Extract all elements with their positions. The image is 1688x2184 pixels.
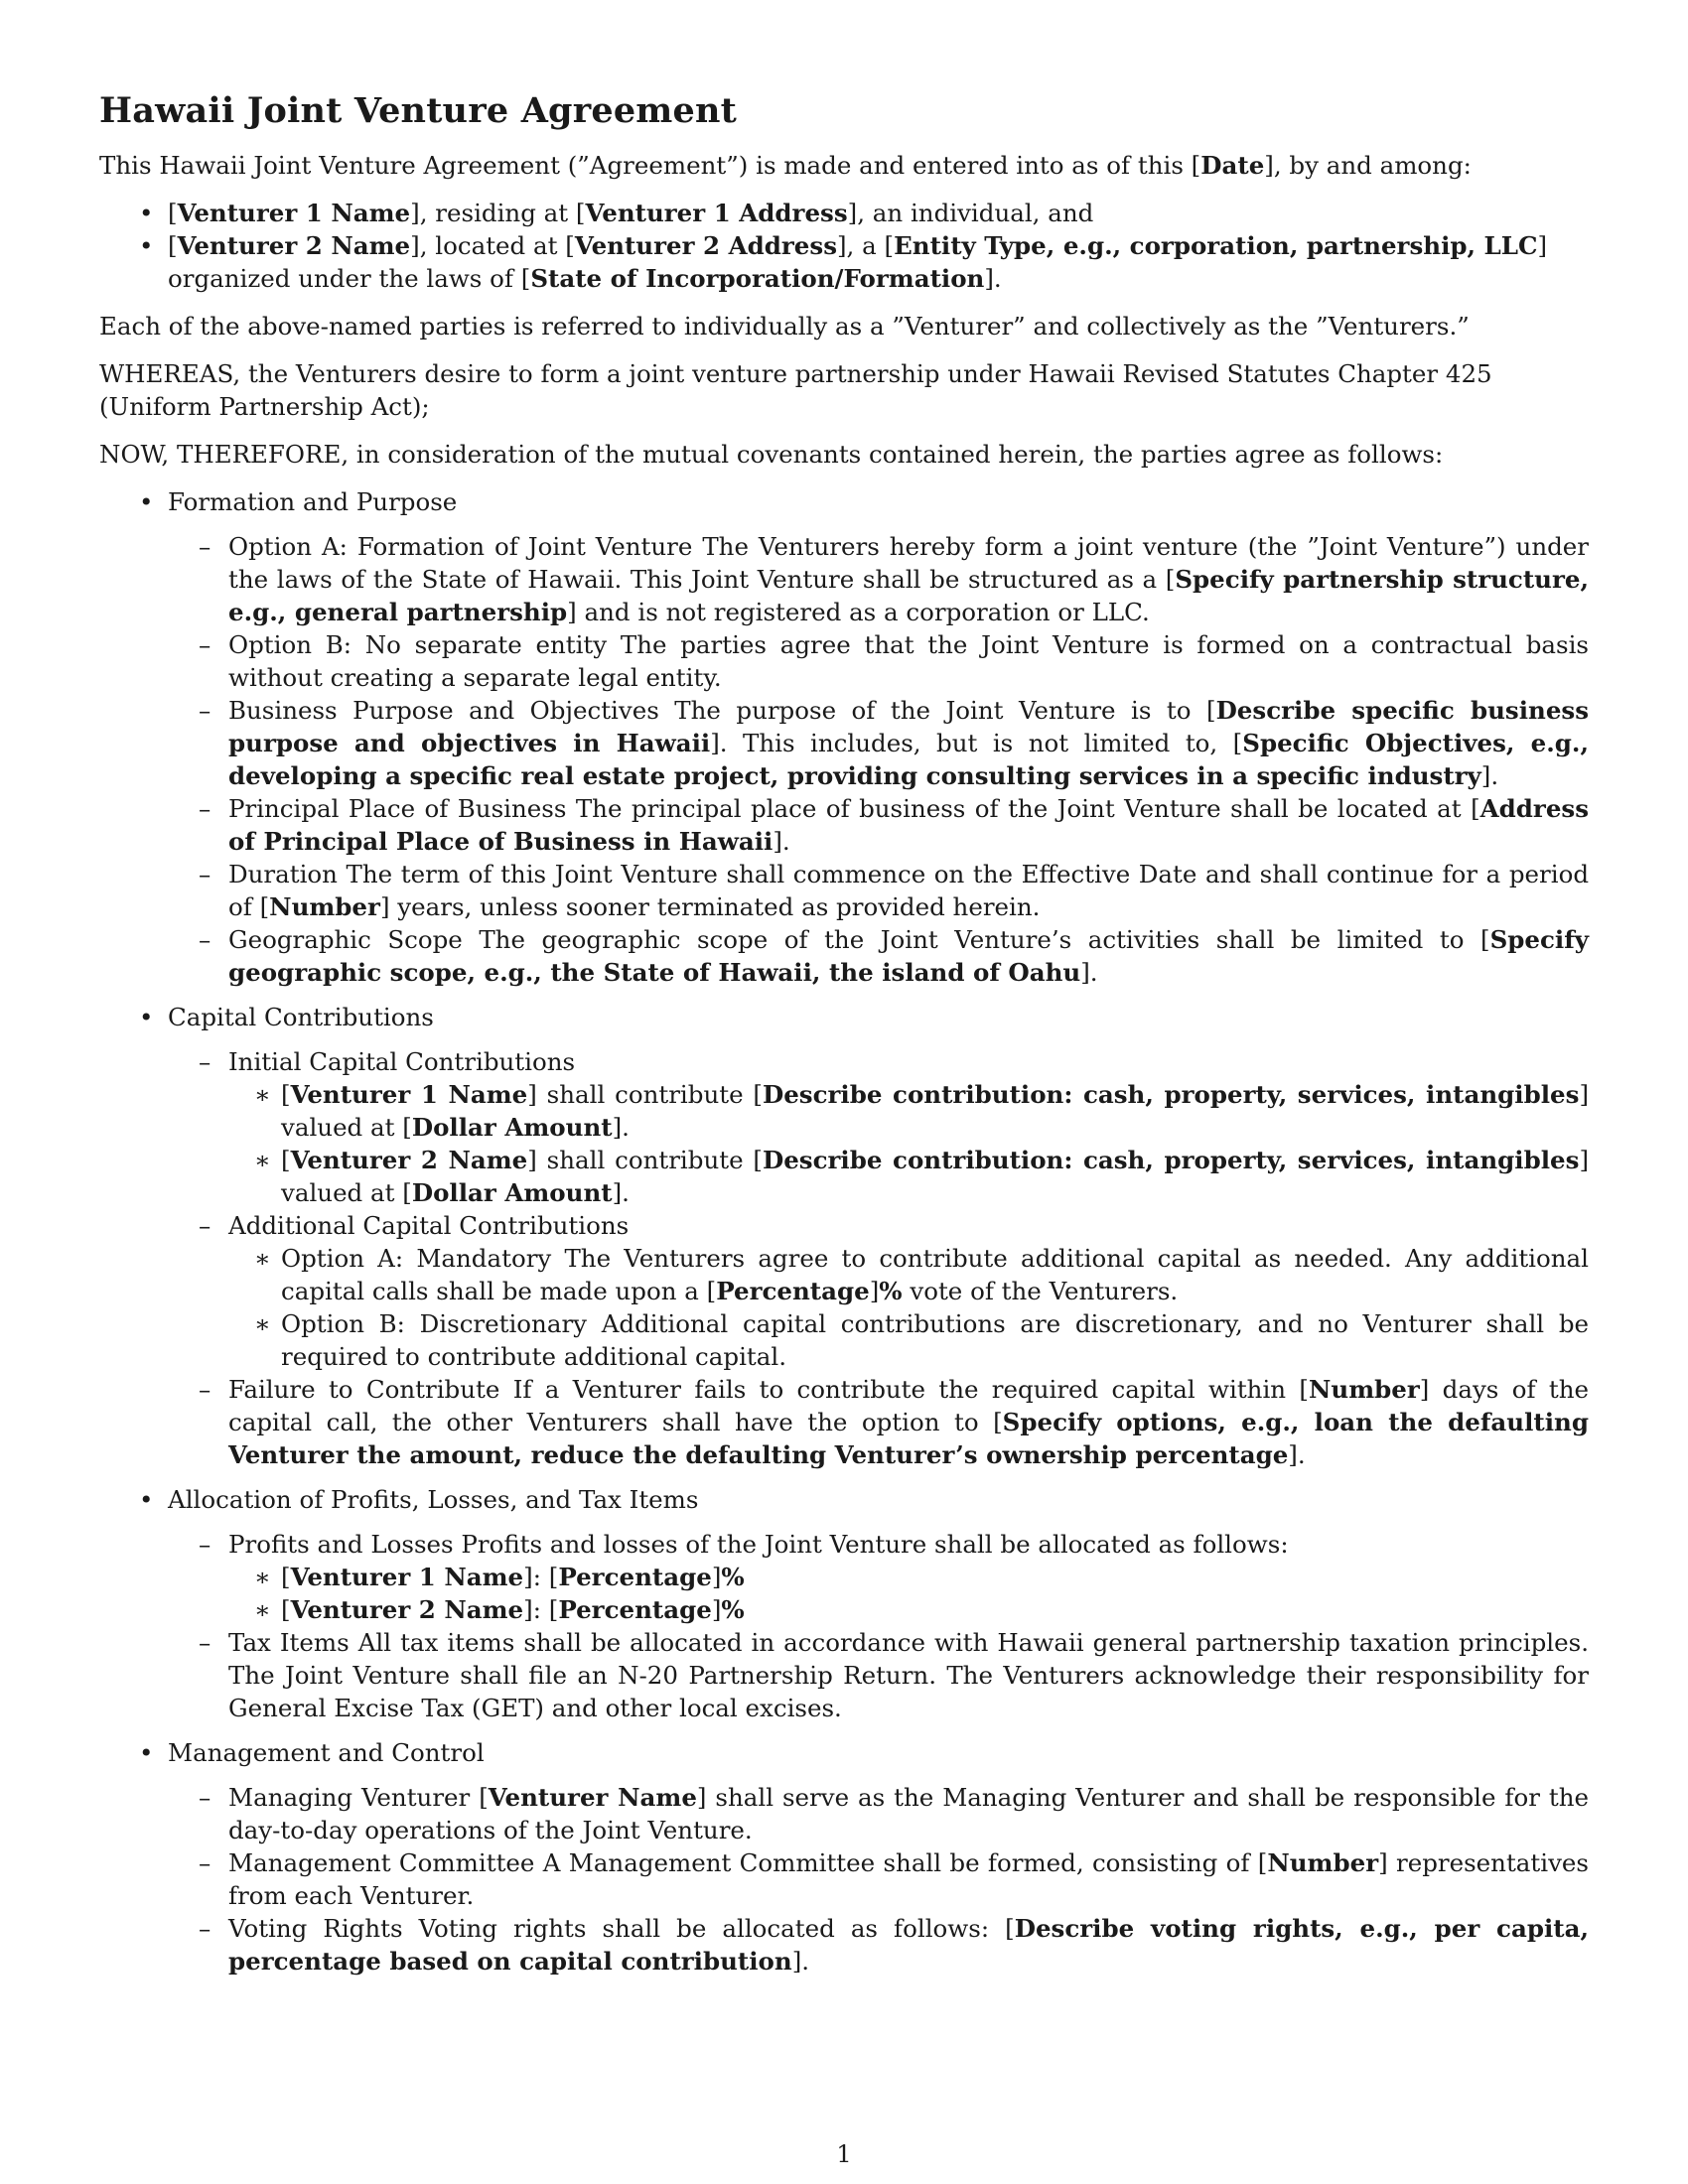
placeholder: Venturer 1 Name — [290, 1080, 528, 1109]
section-heading: Management and Control — [168, 1738, 485, 1767]
clause-text: ] shall serve as the Managing Venturer and shall be responsible for the day-to-day operations of the Joint Venture. — [228, 1783, 1590, 1844]
profit-allocation-items — [228, 1561, 1589, 1626]
placeholder: Venturer 2 Name — [290, 1146, 528, 1174]
clause-failure-to-contribute — [168, 1373, 1589, 1471]
list-item — [228, 1242, 1589, 1307]
clause-text: ]. — [773, 827, 790, 856]
clause-text: ]. — [791, 1947, 810, 1976]
section-management — [99, 1736, 1589, 1978]
clause-text: ]. — [612, 1113, 630, 1142]
placeholder: Number — [1267, 1848, 1379, 1877]
section-formation — [99, 485, 1589, 989]
clause-profits-losses — [168, 1528, 1589, 1626]
placeholder: Number — [1308, 1375, 1420, 1404]
clause-tax-items: – Tax Items All tax items shall be allocated in accordance with Hawaii general partnership taxation principles. The Joint Venture shall file an N-20 Partnership Return. The Venturers acknowledge their responsibility for General Excise Tax (GET) and other local excises. — [168, 1626, 1589, 1724]
list-item — [228, 1144, 1589, 1209]
section-heading: Capital Contributions — [168, 1003, 434, 1031]
bracket: [ — [281, 1080, 291, 1109]
clause-text: Geographic Scope The geographic scope of the Joint Venture’s activities shall be limited to [ — [228, 925, 1490, 954]
venturer-2-address-placeholder: Venturer 2 Address — [574, 231, 837, 260]
placeholder: Dollar Amount — [411, 1113, 613, 1142]
party-item — [99, 197, 1589, 229]
clause-text: Duration The term of this Joint Venture shall commence on the Effective Date and shall continue for a period of [ — [228, 860, 1589, 921]
clause-duration — [168, 858, 1589, 923]
bracket: ] — [711, 1563, 722, 1591]
party-text: ], a [ — [836, 231, 895, 260]
placeholder: Percentage — [558, 1563, 712, 1591]
clause-text: Management Committee A Management Committee shall be formed, consisting of [ — [228, 1848, 1268, 1877]
bracket: [ — [168, 231, 178, 260]
initial-capital-items — [228, 1078, 1589, 1209]
management-clauses — [168, 1781, 1589, 1978]
bracket: [ — [168, 199, 178, 227]
bracket: [ — [281, 1563, 291, 1591]
party-text: ]. — [984, 264, 1002, 293]
placeholder: Address of Principal Place of Business in Hawaii — [228, 794, 1589, 856]
page-number: 1 — [836, 2140, 852, 2168]
clause-principal-place — [168, 792, 1589, 858]
placeholder: Describe contribution: cash, property, services, intangibles — [762, 1146, 1580, 1174]
section-heading: Formation and Purpose — [168, 487, 458, 516]
clause-text: ]. — [1288, 1440, 1306, 1469]
list-item — [228, 1561, 1589, 1593]
parties-list — [99, 197, 1589, 295]
state-placeholder: State of Incorporation/Formation — [530, 264, 985, 293]
clause-text: ] valued at [ — [281, 1080, 1589, 1142]
section-heading: Allocation of Profits, Losses, and Tax Items — [168, 1485, 699, 1514]
clause-text: ]. — [1480, 761, 1499, 790]
date-placeholder: Date — [1200, 151, 1265, 180]
clause-initial-capital — [168, 1045, 1589, 1209]
clause-additional-capital — [168, 1209, 1589, 1373]
clause-text: vote of the Venturers. — [902, 1277, 1179, 1305]
clause-managing-venturer — [168, 1781, 1589, 1846]
placeholder: Venturer 2 Name — [290, 1595, 524, 1624]
percent-sign: % — [879, 1277, 903, 1305]
list-item — [228, 1078, 1589, 1144]
venturer-1-address-placeholder: Venturer 1 Address — [585, 199, 848, 227]
clause-text: ]. — [612, 1178, 630, 1207]
bracket: ]: [ — [523, 1595, 559, 1624]
placeholder: Describe voting rights, e.g., per capita, percentage based on capital contribution — [228, 1914, 1589, 1976]
bracket: ] — [869, 1277, 880, 1305]
bracket: ]: [ — [523, 1563, 559, 1591]
placeholder: Describe specific business purpose and objectives in Hawaii — [228, 696, 1589, 757]
party-text: ], residing at [ — [410, 199, 586, 227]
section-allocation — [99, 1483, 1589, 1724]
party-text: ] organized under the laws of [ — [168, 231, 1548, 293]
placeholder: Venturer 1 Name — [290, 1563, 524, 1591]
clause-text: ] days of the capital call, the other Venturers shall have the option to [ — [228, 1375, 1589, 1436]
clause-text: ]. — [1080, 958, 1098, 987]
clause-management-committee — [168, 1846, 1589, 1912]
clause-text: ] shall contribute [ — [527, 1080, 763, 1109]
placeholder: Specific Objectives, e.g., developing a specific real estate project, providing consulting services in a specific industry — [228, 729, 1589, 790]
placeholder: Dollar Amount — [411, 1178, 613, 1207]
placeholder: Number — [269, 892, 380, 921]
clause-voting-rights — [168, 1912, 1589, 1978]
section-capital — [99, 1001, 1589, 1471]
placeholder: Specify partnership structure, e.g., general partnership — [228, 565, 1590, 626]
bracket: ] — [711, 1595, 722, 1624]
party-item — [99, 229, 1589, 295]
clause-text: Business Purpose and Objectives The purpose of the Joint Venture is to [ — [228, 696, 1216, 725]
intro-text-end: ], by and among: — [1264, 151, 1472, 180]
placeholder: Describe contribution: cash, property, services, intangibles — [762, 1080, 1580, 1109]
list-item — [228, 1593, 1589, 1626]
intro-text: This Hawaii Joint Venture Agreement (”Agreement”) is made and entered into as of this [ — [99, 151, 1201, 180]
sections-list — [99, 485, 1589, 1978]
placeholder: Percentage — [716, 1277, 870, 1305]
intro-paragraph — [99, 149, 1589, 182]
clause-geographic-scope — [168, 923, 1589, 989]
clause-text: ]. This includes, but is not limited to, [ — [710, 729, 1243, 757]
clause-text: ] valued at [ — [281, 1146, 1589, 1207]
capital-clauses — [168, 1045, 1589, 1471]
clause-text: Voting Rights Voting rights shall be allocated as follows: [ — [228, 1914, 1015, 1943]
document-title: Hawaii Joint Venture Agreement — [99, 90, 738, 131]
clause-text: ] representatives from each Venturer. — [228, 1848, 1589, 1910]
list-item: ∗ Option B: Discretionary Additional capital contributions are discretionary, and no Venturer shall be required to contribute additional capital. — [228, 1307, 1589, 1373]
entity-type-placeholder: Entity Type, e.g., corporation, partnership, LLC — [894, 231, 1538, 260]
references-paragraph: Each of the above-named parties is referred to individually as a ”Venturer” and collectively as the ”Venturers.” — [99, 312, 1470, 341]
bracket: [ — [281, 1595, 291, 1624]
clause-text: Option A: Mandatory The Venturers agree to contribute additional capital as needed. Any additional capital calls shall be made upon a [ — [281, 1244, 1589, 1305]
placeholder: Percentage — [558, 1595, 712, 1624]
clause-text: Profits and Losses Profits and losses of the Joint Venture shall be allocated as follows: — [228, 1530, 1289, 1559]
clause-text: Option A: Formation of Joint Venture The Venturers hereby form a joint venture (the ”Joint Venture”) under the laws of the State of Hawaii. This Joint Venture shall be structured as a [ — [228, 532, 1589, 594]
clause-text: Failure to Contribute If a Venturer fails to contribute the required capital within [ — [228, 1375, 1309, 1404]
clause-option-a — [168, 530, 1589, 628]
clause-text: Principal Place of Business The principal place of business of the Joint Venture shall be located at [ — [228, 794, 1480, 823]
clause-text: ] years, unless sooner terminated as provided herein. — [379, 892, 1041, 921]
party-text: ], located at [ — [410, 231, 575, 260]
whereas-paragraph: WHEREAS, the Venturers desire to form a joint venture partnership under Hawaii Revised Statutes Chapter 425 (Uniform Partnership Act); — [99, 359, 1492, 421]
percent-sign: % — [721, 1595, 745, 1624]
clause-business-purpose — [168, 694, 1589, 792]
venturer-2-name-placeholder: Venturer 2 Name — [177, 231, 411, 260]
placeholder: Specify options, e.g., loan the defaulting Venturer the amount, reduce the defaulting Venturer’s ownership percentage — [228, 1408, 1589, 1469]
clause-option-b: – Option B: No separate entity The parties agree that the Joint Venture is formed on a contractual basis without creating a separate legal entity. — [168, 628, 1589, 694]
placeholder: Specify geographic scope, e.g., the State of Hawaii, the island of Oahu — [228, 925, 1589, 987]
document-page — [99, 79, 1589, 1992]
clause-heading: Additional Capital Contributions — [228, 1211, 630, 1240]
additional-capital-items — [228, 1242, 1589, 1373]
bracket: [ — [281, 1146, 291, 1174]
clause-text: ] and is not registered as a corporation or LLC. — [567, 598, 1150, 626]
percent-sign: % — [721, 1563, 745, 1591]
party-text: ], an individual, and — [847, 199, 1094, 227]
allocation-clauses — [168, 1528, 1589, 1724]
clause-heading: Initial Capital Contributions — [228, 1047, 576, 1076]
placeholder: Venturer Name — [488, 1783, 697, 1812]
clause-text: Managing Venturer [ — [228, 1783, 489, 1812]
clause-text: ] shall contribute [ — [527, 1146, 763, 1174]
now-therefore-paragraph: NOW, THEREFORE, in consideration of the mutual covenants contained herein, the parties agree as follows: — [99, 440, 1444, 469]
venturer-1-name-placeholder: Venturer 1 Name — [177, 199, 411, 227]
formation-clauses — [168, 530, 1589, 989]
